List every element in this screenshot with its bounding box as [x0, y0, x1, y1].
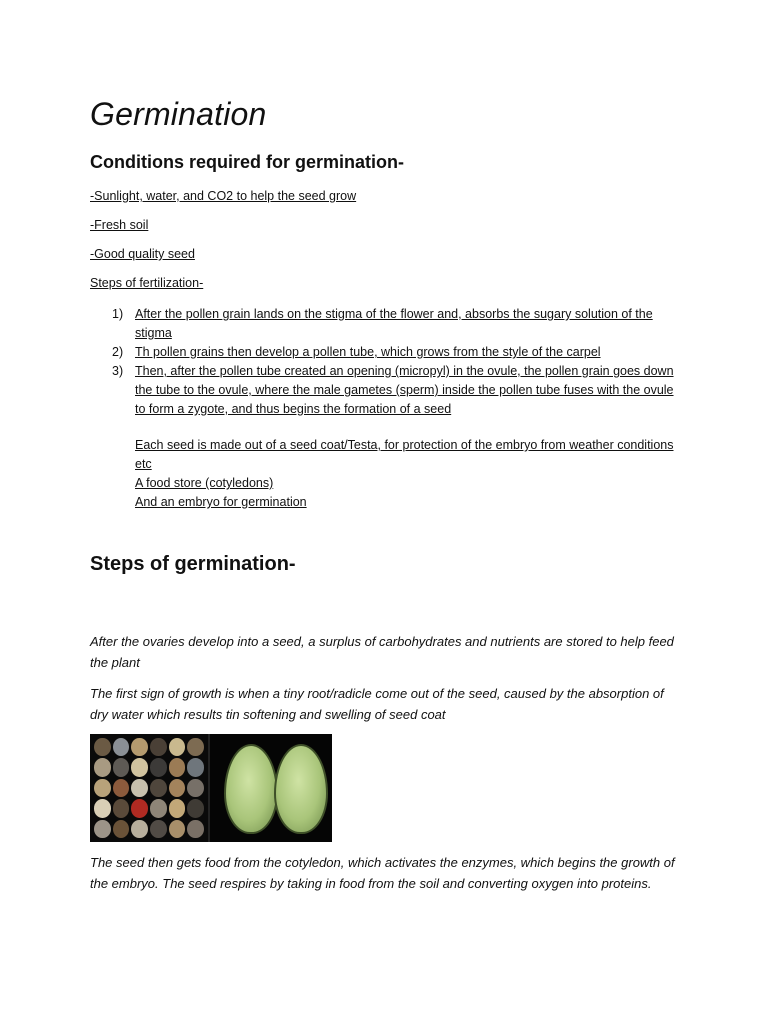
condition-item: -Good quality seed [90, 247, 195, 261]
seed-image [169, 779, 186, 797]
germination-paragraph: After the ovaries develop into a seed, a surplus of carbohydrates and nutrients are stored to help feed the plant [90, 634, 674, 670]
seed-image [131, 738, 148, 756]
seed-note: A food store (cotyledons) [135, 476, 274, 490]
step-text: After the pollen grain lands on the stigma of the flower and, absorbs the sugary solution of the stigma [135, 307, 653, 340]
seed-image [150, 738, 167, 756]
seed-image [150, 779, 167, 797]
seeds-photo [90, 734, 332, 842]
germination-heading: Steps of germination- [90, 553, 296, 575]
list-item [90, 343, 680, 362]
seed-image [169, 820, 186, 838]
seed-image [94, 738, 111, 756]
seed-image [113, 738, 130, 756]
condition-item: -Fresh soil [90, 218, 149, 232]
seed-image [94, 779, 111, 797]
seed-image [113, 799, 130, 817]
seed-image [150, 799, 167, 817]
step-text: Then, after the pollen tube created an opening (micropyl) in the ovule, the pollen grain goes down the tube to the ovule, where the male gametes (sperm) inside the pollen tube fuses with the ovule to form a zygote, and thus begins the formation of a seed [135, 364, 674, 416]
fertilization-heading: Steps of fertilization- [90, 276, 204, 290]
conditions-heading: Conditions required for germination- [90, 152, 404, 172]
seed-structure-notes [135, 436, 680, 512]
seed-image [131, 799, 148, 817]
step-number: 1) [112, 307, 124, 321]
seed-collection-image [90, 734, 208, 842]
seed-image [169, 799, 186, 817]
bean-half [224, 744, 278, 834]
seed-image [150, 820, 167, 838]
seed-image [113, 779, 130, 797]
seed-image [187, 799, 204, 817]
seed-image [131, 758, 148, 776]
page-title: Germination [90, 96, 267, 132]
seed-image [169, 758, 186, 776]
list-item [90, 362, 680, 419]
condition-item: -Sunlight, water, and CO2 to help the seed grow [90, 189, 357, 203]
seed-image [94, 820, 111, 838]
seed-image [131, 820, 148, 838]
seed-note: And an embryo for germination [135, 495, 307, 509]
seed-image [169, 738, 186, 756]
step-number: 2) [112, 345, 124, 359]
seed-image [187, 738, 204, 756]
seed-image [150, 758, 167, 776]
seed-image [113, 758, 130, 776]
seed-image [187, 820, 204, 838]
step-number: 3) [112, 364, 124, 378]
seed-image [131, 779, 148, 797]
seed-note: Each seed is made out of a seed coat/Testa, for protection of the embryo from weather conditions etc [135, 438, 674, 471]
seed-image [187, 758, 204, 776]
seed-image [187, 779, 204, 797]
step-text: Th pollen grains then develop a pollen tube, which grows from the style of the carpel [135, 345, 601, 359]
list-item [90, 305, 680, 343]
bean-half [274, 744, 328, 834]
bean-halves-image [208, 734, 332, 842]
fertilization-steps-list [90, 305, 680, 419]
seed-image [94, 799, 111, 817]
germination-paragraph: The first sign of growth is when a tiny root/radicle come out of the seed, caused by the absorption of dry water which results tin softening and swelling of seed coat [90, 686, 664, 722]
seed-image [113, 820, 130, 838]
germination-paragraph: The seed then gets food from the cotyledon, which activates the enzymes, which begins the growth of the embryo. The seed respires by taking in food from the soil and converting oxygen into proteins. [90, 855, 675, 891]
seed-image [94, 758, 111, 776]
